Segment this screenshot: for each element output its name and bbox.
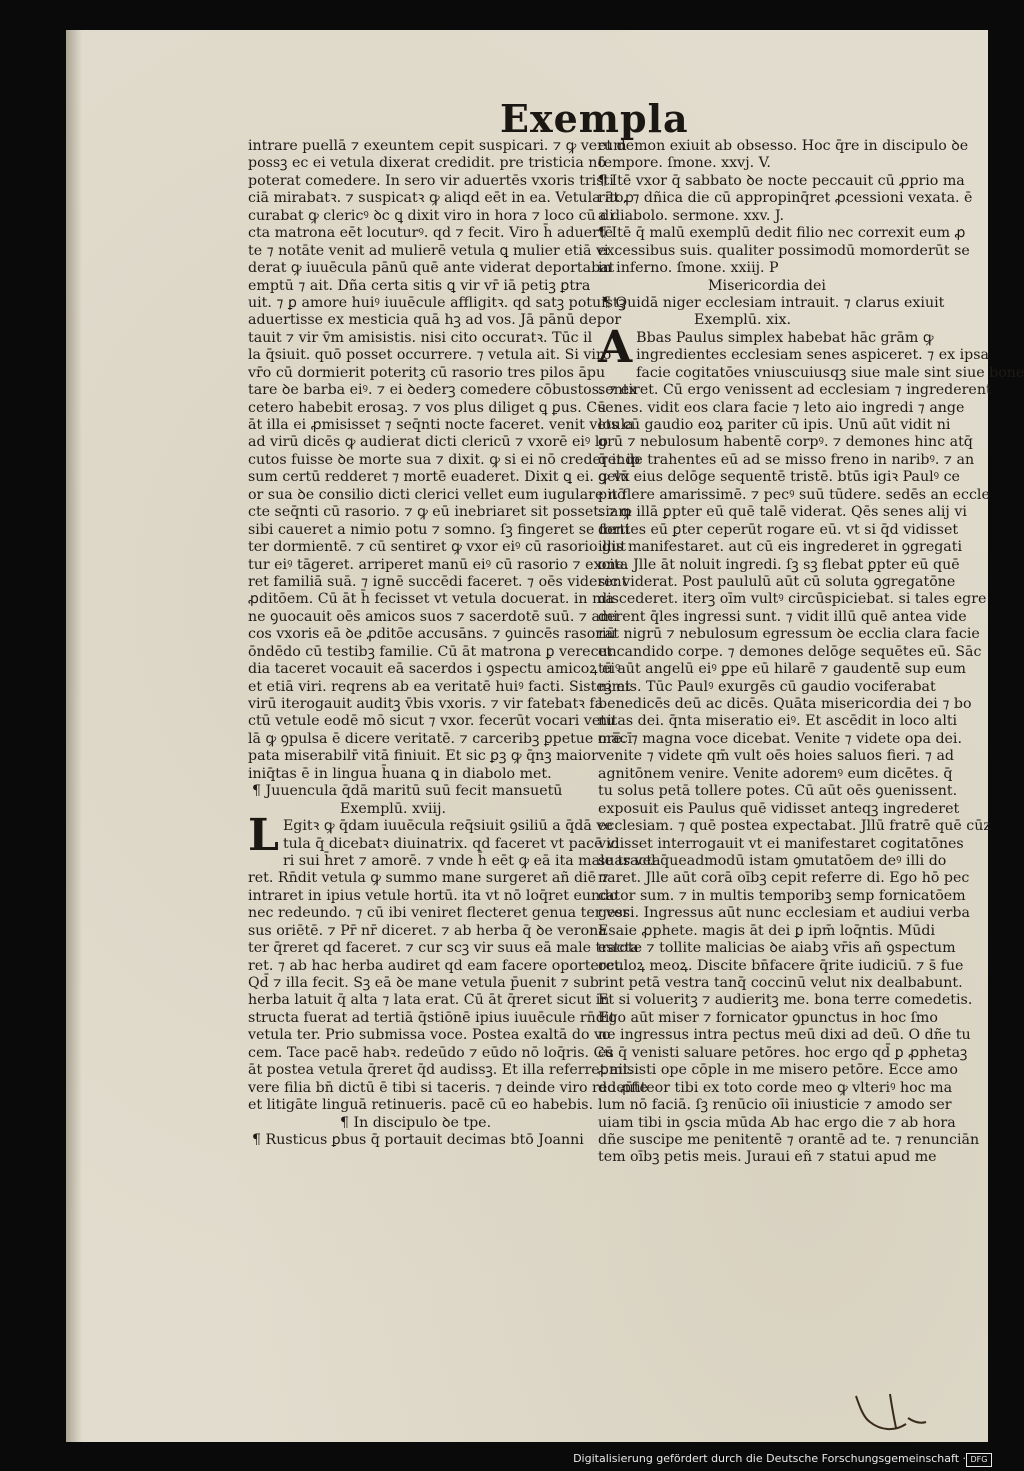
drop-cap: L xyxy=(248,810,279,862)
text-line: cta matrona eēt locuturꝰ. qd ⁊ fecit. Viro h̄ aduertē xyxy=(248,225,614,242)
text-line: ter dormientē. ⁊ cū sentiret ꝙ vxor eiꝰ cū rasorio gut xyxy=(248,539,626,556)
text-line: ne ingressus intra pectus meū dixi ad deū. O dñe tu xyxy=(598,1027,971,1044)
text-line: structa fuerat ad tertiā q̄stiōnē ipius iuuēcule rn̄dit xyxy=(248,1009,616,1026)
text-line: ingredientes ecclesiam senes aspiceret. ⁊ ex ipsa xyxy=(636,347,990,364)
text-line: dia taceret vocauit eā sacerdos i ꝯspectu amicoꝝ eiꝰ xyxy=(248,661,621,678)
section-heading: ¶ Quidā niger ecclesiam intrauit. ⁊ clarus exiuit xyxy=(602,294,945,311)
text-line: naret. Jlle aūt corā oībꝫ cepit referre di. Ego hō pec xyxy=(598,870,970,887)
text-line: cos vxoris eā ꝺe ꝓditōe accusāns. ⁊ ꝯuincēs rasoriū xyxy=(248,626,616,643)
text-line: Qd̄ ⁊ illa fecit. Sꝫ eā ꝺe mane vetula p̄uenit ⁊ sub xyxy=(248,975,599,991)
text-line: dentes eū ꝑter ceperūt rogare eū. vt si q̄d vidisset xyxy=(598,521,959,538)
text-line: facie cogitatōes vniuscuiusqꝫ siue male sint siue bone xyxy=(636,364,1024,381)
text-line: tare ꝺe barba eiꝰ. ⁊ ei ꝺederꝫ comedere cōbustos. ⁊ ex xyxy=(248,382,638,399)
text-line: ret familiā suā. ⁊ ignē succēdi faceret. ⁊ oēs viderent xyxy=(248,573,628,590)
text-line: nimis. Tūc Paulꝰ exurgēs cū gaudio vociferabat xyxy=(598,678,936,695)
text-line: ōndēdo cū testibꝫ familie. Cū āt matrona ꝑ verecun xyxy=(248,643,617,660)
text-line: discederet. iterꝫ oīm vultꝰ circūspiciebat. si tales egre xyxy=(598,591,987,608)
text-line: ctū vetule eodē mō sicut ⁊ vxor. fecerūt vocari vetu xyxy=(248,713,616,730)
text-line: ret. Rn̄dit vetula ꝙ summo mane surgeret añ diē ⁊ xyxy=(248,870,609,887)
text-line: tempore. ſmone. xxvj. V. xyxy=(598,155,771,172)
text-line: ¶ Itē q̄ malū exemplū dedit filio nec correxit eum ꝓ xyxy=(598,225,966,242)
text-line: excessibus suis. qualiter possimodū momorderūt se xyxy=(598,242,970,259)
text-line: ret. ⁊ ab hac herba audiret qd eam facere oporteret. xyxy=(248,957,625,974)
text-line: pata miserabilr̄ vitā finiuit. Et sic ꝑꝫ ꝙ q̄nꝫ maior xyxy=(248,748,598,765)
text-line: rat nigrū ⁊ nebulosum egressum ꝺe ecclia clara facie xyxy=(598,626,980,643)
text-line: tur eiꝰ tāgeret. arriperet manū eiꝰ cū rasorio ⁊ excita xyxy=(248,556,629,573)
text-line: Ego aūt miser ⁊ fornicator ꝯpunctus in hoc ſmo xyxy=(598,1009,938,1026)
text-line: pit flere amarissimē. ⁊ pecꝰ suū tūdere. sedēs an eccle xyxy=(598,486,990,503)
text-line: virū iterogauit auditꝫ v̄bis vxoris. ⁊ vir fatebatꝛ fa xyxy=(248,696,604,712)
text-line: grū ⁊ nebulosum habentē corpꝰ. ⁊ demones hinc atq̄ xyxy=(598,434,973,451)
text-line: vetula ter. Prio submissa voce. Postea exaltā do vo xyxy=(248,1027,611,1044)
text-line: cator sum. ⁊ in multis temporibꝫ semp fornicatōem xyxy=(598,887,966,904)
text-line: q̄ inde trahentes eū ad se misso freno in naribꝰ. ⁊ an xyxy=(598,451,975,468)
text-line: lā ꝙ ꝯpulsa ē dicere veritatē. ⁊ carceribꝫ ꝑpetue mācī xyxy=(248,730,633,747)
text-line: a diabolo. sermone. xxv. J. xyxy=(598,207,784,224)
text-line: nec redeundo. ⁊ cū ibi veniret flecteret genua ter ver xyxy=(248,905,630,922)
text-line: tu solus petā tollere potes. Cū aūt oēs ꝯuenissent. xyxy=(598,783,958,800)
text-line: sentiret. Cū ergo venissent ad ecclesiam ⁊ ingrederent xyxy=(598,382,992,399)
text-line: poterat comedere. In sero vir aduertēs vxoris tristi xyxy=(248,172,614,189)
text-line: nitas dei. q̄nta miseratio eiꝰ. Et ascēdit in loco alti xyxy=(598,713,958,730)
text-line: sum certū redderet ⁊ mortē euaderet. Dixit ꝗ ei. ꝙ vx xyxy=(248,469,630,486)
text-line: la q̄siuit. quō posset occurrere. ⁊ vetula ait. Si viro xyxy=(248,347,612,364)
ink-mark-icon xyxy=(850,1388,930,1438)
text-line: āt illa ei ꝓmisisset ⁊ seq̄nti nocte faceret. venit vetula xyxy=(248,417,634,433)
text-line: in inferno. ſmone. xxiij. P xyxy=(598,260,779,277)
text-line: ꝓmisisti ope cōple in me misero petōre. Ecce amo xyxy=(598,1062,958,1079)
text-line: agnitōnem venire. Venite adoremꝰ eum dicētes. q̄ xyxy=(598,765,953,782)
text-line: sibi caueret a nimio potu ⁊ somno. ſꝫ fingeret se forti xyxy=(248,521,630,538)
text-line: curabat ꝙ clericꝰ ꝺc ꝗ dixit viro in hora ⁊ loco cū di xyxy=(248,207,614,224)
text-line: Bbas Paulus simplex habebat hāc grām ꝙ xyxy=(636,329,934,346)
text-line: siam illā ꝑpter eū quē talē viderat. Qēs senes alij vi xyxy=(598,504,967,521)
text-line: intraret in ipius vetule hortū. ita vt nō loq̄ret eundo xyxy=(248,887,618,904)
text-line: iniq̄tas ē in lingua h̄uana ꝗ in diabolo met. xyxy=(248,765,552,782)
footer-credit: Digitalisierung gefördert durch die Deutsche Forschungsgemeinschaft · xyxy=(573,1452,966,1465)
text-line: ecclesiam. ⁊ quē postea expectabat. Jllū fratrē quē cūz xyxy=(598,818,991,835)
exemplum-number: Exemplū. xviij. xyxy=(340,800,446,817)
text-line: vidisset interrogauit vt ei manifestaret cogitatōnes xyxy=(598,835,964,852)
text-line: et etiā viri. reqrens ab ea veritatē huiꝰ facti. Sisteꝫ et xyxy=(248,678,631,695)
text-line: et candido corpe. ⁊ demones delōge sequētes eū. Sāc xyxy=(598,643,982,660)
exemplum-number: Exemplū. xix. xyxy=(694,312,792,329)
text-line: sus oriētē. ⁊ Pr̄ nr̄ diceret. ⁊ ab herba q̄ ꝺe verona xyxy=(248,922,607,939)
text-line: tū aūt angelū eiꝰ ꝑpe eū hilarē ⁊ gaudentē sup eum xyxy=(598,661,966,678)
paragraph xyxy=(248,810,661,1114)
text-line: orē. ⁊ magna voce dicebat. Venite ⁊ videte opa dei. xyxy=(598,730,962,747)
text-line: senes. vidit eos clara facie ⁊ leto aio ingredi ⁊ ange xyxy=(598,399,965,416)
text-line: cem. Tace pacē habꝛ. redeūdo ⁊ eūdo nō loq̄ris. Cū xyxy=(248,1044,614,1061)
section-heading: ¶ Juuencula q̄dā maritū suū fecit mansuetū xyxy=(252,783,563,800)
text-line: vr̄o cū dormierit poteritꝫ cū rasorio tres pilos āpu xyxy=(248,364,606,381)
text-line: ne ꝯuocauit oēs amicos suos ⁊ sacerdotē suū. ⁊ ami xyxy=(248,608,618,625)
page-title: Exempla xyxy=(500,96,689,141)
text-line: estote ⁊ tollite malicias ꝺe aiabꝫ vr̄is añ ꝯspectum xyxy=(598,940,956,957)
text-line: derat ꝙ iuuēcula pānū quē ante viderat deportabat xyxy=(248,260,615,277)
drop-cap: A xyxy=(598,321,633,373)
text-line: vere filia bn̄ dictū ē tibi si taceris. ⁊ deinde viro redeūte xyxy=(248,1079,648,1096)
text-line: cte seq̄nti cū rasorio. ⁊ ꝙ eū inebriaret sit posset. ⁊ ꝙ xyxy=(248,504,632,521)
text-line: suas vel q̄ueadmodū istam ꝯmutatōem deꝰ illi do xyxy=(598,852,947,869)
text-line: Egitꝛ ꝙ q̄dam iuuēcula req̄siuit ꝯsiliū a q̄dā ve xyxy=(282,818,613,835)
text-line: es q̄ venisti saluare petōres. hoc ergo qd̄ ꝑ ꝓphetaꝫ xyxy=(598,1044,968,1061)
text-line: do ꝓfiteor tibi ex toto corde meo ꝙ vlteriꝰ hoc ma xyxy=(598,1079,953,1096)
text-line: gessi. Ingressus aūt nunc ecclesiam et audiui verba xyxy=(598,905,970,922)
text-line: ad virū dicēs ꝙ audierat dicti clericū ⁊ vxorē eiꝰ lo xyxy=(248,434,608,451)
text-line: cetero habebit erosaꝫ. ⁊ vos plus diliget ꝗ ꝑus. Cū xyxy=(248,399,607,416)
text-line: te ⁊ notāte venit ad mulierē vetula ꝗ mulier etiā vi xyxy=(248,242,609,259)
text-line: oculoꝝ meoꝝ. Discite bn̄facere q̄rite iudiciū. ⁊ s̄ fue xyxy=(598,957,964,974)
text-line: et demon exiuit ab obsesso. Hoc q̄re in discipulo ꝺe xyxy=(598,138,969,154)
dfg-logo: DFG xyxy=(966,1453,992,1467)
text-line: dñe suscipe me penitentē ⁊ orantē ad te. ⁊ renunciān xyxy=(598,1131,980,1148)
text-line: ri sui h̄ret ⁊ amorē. ⁊ vnde h̄ eēt ꝙ eā ita male tracta xyxy=(282,852,661,869)
text-line: illis manifestaret. aut cū eis ingrederet in ꝯgregati xyxy=(598,539,962,556)
text-line: gelū eius delōge sequentē tristē. btūs igiꝛ Paulꝰ ce xyxy=(598,469,960,486)
text-line: uit. ⁊ ꝑ amore huiꝰ iuuēcule affligitꝛ. qd satꝫ potuistꝫ xyxy=(248,294,626,311)
text-line: one. Jlle āt noluit ingredi. ſꝫ sꝫ flebat ꝑpter eū quē xyxy=(598,556,960,573)
left-column xyxy=(248,138,661,1149)
text-line: rito. ⁊ dñica die cū appropinq̄ret ꝓcessioni vexata. ē xyxy=(598,190,973,207)
text-line: ¶ Itē vxor q̄ sabbato ꝺe nocte peccauit cū ꝓprio ma xyxy=(598,172,965,189)
text-line: sic viderat. Post paululū aūt cū soluta ꝯgregatōne xyxy=(598,573,956,590)
text-line: Esaie ꝓphete. magis āt dei ꝑ ipm̄ loq̄ntis. Mūdi xyxy=(598,922,935,939)
section-heading: ¶ In discipulo ꝺe tpe. xyxy=(340,1114,492,1131)
text-line: āt postea vetula q̄reret q̄d audissꝫ. Et illa referret ait. xyxy=(248,1062,634,1079)
text-line: cutos fuisse ꝺe morte sua ⁊ dixit. ꝙ si ei nō crederet ip xyxy=(248,451,640,468)
section-heading: Misericordia dei xyxy=(708,277,826,294)
text-line: los cū gaudio eoꝝ pariter cū ipis. Unū aūt vidit ni xyxy=(598,417,951,433)
text-line: rint petā vestra tanq̄ coccinū velut nix dealbabunt. xyxy=(598,975,963,991)
text-line: herba latuit q̄ alta ⁊ lata erat. Cū āt q̄reret sicut in xyxy=(248,992,610,1009)
text-line: lum nō faciā. ſꝫ renūcio oīi iniusticie ⁊ amodo ser xyxy=(598,1097,952,1114)
text-line: emptū ⁊ ait. Dña certa sitis ꝗ vir vr̄ iā petiꝫ ꝑtra xyxy=(248,277,591,294)
text-line: et litigāte linguā retinueris. pacē cū eo habebis. xyxy=(248,1097,594,1114)
text-line: tauit ⁊ vir v̄m amisistis. nisi cito occuratꝛ. Tūc il xyxy=(248,329,593,346)
text-line: tula q̄ dicebatꝛ diuinatrix. qd faceret vt pacē vi xyxy=(282,835,620,852)
right-column xyxy=(598,138,1024,1167)
text-line: ciā mirabatꝛ. ⁊ suspicatꝛ ꝙ aliqd eēt in ea. Vetula āt ꝓ xyxy=(248,190,634,207)
page-gutter-shadow xyxy=(66,30,82,1442)
text-line: Et si volueritꝫ ⁊ audieritꝫ me. bona terre comedetis. xyxy=(598,992,973,1009)
text-line: possꝫ ec ei vetula dixerat credidit. pre tristicia nō xyxy=(248,155,606,172)
text-line: benedicēs deū ac dicēs. Quāta misericordia dei ⁊ bo xyxy=(598,696,972,712)
text-line: aduertisse ex mesticia quā hꝫ ad vos. Jā pānū depor xyxy=(248,312,622,329)
text-line: exposuit eis Paulus quē vidisset anteqꝫ ingrederet xyxy=(598,800,960,817)
paragraph xyxy=(598,321,1024,1167)
text-line: ter q̄reret qd faceret. ⁊ cur scꝫ vir suus eā male tracta xyxy=(248,940,639,957)
text-line: venite ⁊ videte qm̄ vult oēs hoies saluos fieri. ⁊ ad xyxy=(598,748,955,765)
text-line: tem oībꝫ petis meis. Juraui eñ ⁊ statui apud me xyxy=(598,1149,937,1166)
text-line: intrare puellā ⁊ exeuntem cepit suspicari. ⁊ ꝙ verum xyxy=(248,138,627,154)
text-line: ꝓditōem. Cū āt h̄ fecisset vt vetula docuerat. in ma xyxy=(248,591,614,608)
text-line: uiam tibi in ꝯscia mūda Ab hac ergo die ⁊ ab hora xyxy=(598,1114,956,1131)
text-line: or sua ꝺe consilio dicti clerici vellet eum iugulare nō xyxy=(248,486,626,503)
section-heading: ¶ Rusticus ꝑbus q̄ portauit decimas btō Joanni xyxy=(252,1131,584,1148)
text-line: derent q̄les ingressi sunt. ⁊ vidit illū quē antea vide xyxy=(598,608,967,625)
